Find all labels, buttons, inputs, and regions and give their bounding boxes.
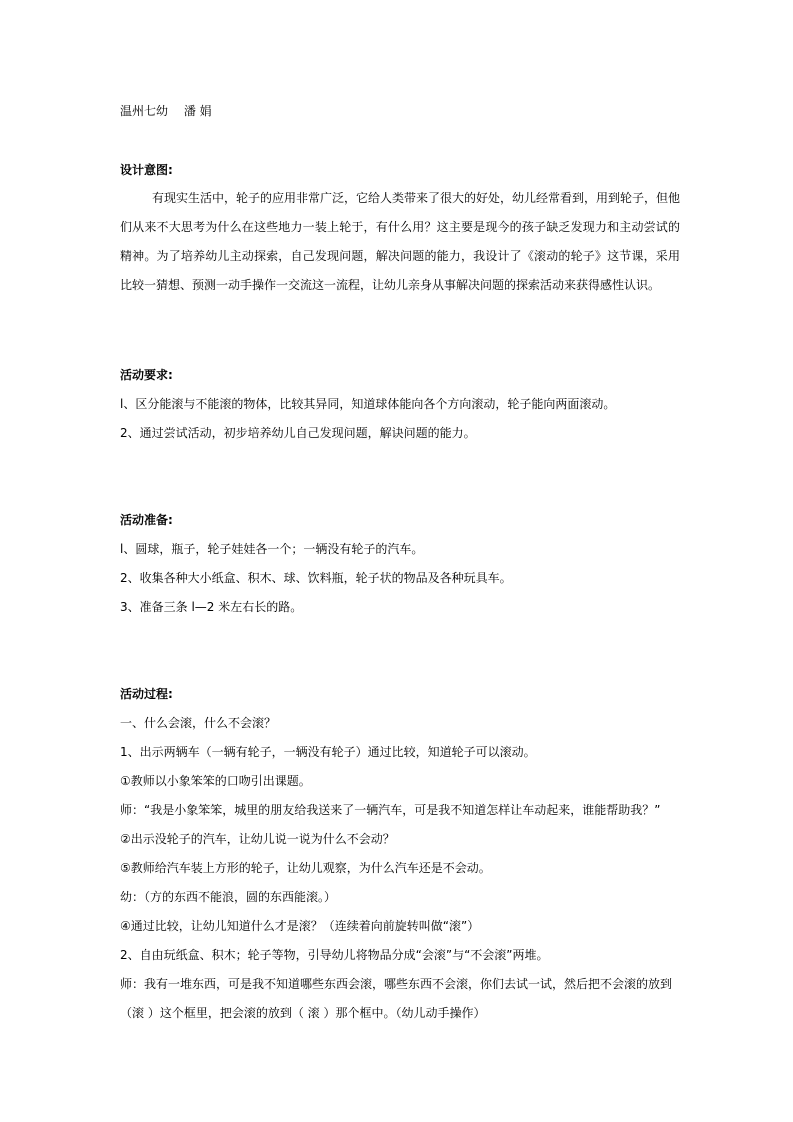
requirement-item-1: l、区分能滚与不能滚的物体，比较其异同，知道球体能向各个方向滚动，轮子能向两面滚动。 [120,397,616,411]
process-line: 幼：（方的东西不能浪，圆的东西能滚。） [120,890,337,904]
requirements-heading: 活动要求: [120,368,173,382]
process-line: 2、自由玩纸盒、积木；轮子等物，引导幼儿将物品分成“会滚”与“不会滚”两堆。 [120,948,549,962]
process-line: ⑤教师给汽车装上方形的轮子，让幼儿观察，为什么汽车还是不会动。 [120,861,491,875]
process-line: ②出示没轮子的汽车，让幼儿说一说为什么不会动？ [120,832,395,846]
process-line: 师：“我是小象笨笨，城里的朋友给我送来了一辆汽车，可是我不知道怎样让车动起来，谁能帮助我？” [120,803,661,817]
preparation-heading: 活动准备: [120,513,173,527]
process-line: （滚 ）这个框里，把会滚的放到（ 滚 ）那个框中。（幼儿动手操作） [120,1006,486,1020]
process-line: 一、什么会滚，什么不会滚？ [120,716,277,730]
design-intent-paragraph: 有现实生活中，轮子的应用非常广泛，它给人类带来了很大的好处，幼儿经常看到，用到轮子，但他们从来不大思考为什么在这些地力一装上轮于，有什么用？这主要是现今的孩子缺乏发现力和主动尝试的精神。为了培养幼儿主动探索，自己发现问题，解决问题的能力，我设计了《滚动的轮子》这节课，采用比较一猜想、预测一动手操作一交流这一流程，让幼儿亲身从事解决问题的探索活动来获得感性认识。 [120,191,681,292]
process-line: 师：我有一堆东西，可是我不知道哪些东西会滚，哪些东西不会滚，你们去试一试，然后把不会滚的放到 [120,977,673,991]
process-heading: 活动过程: [120,687,173,701]
preparation-item-2: 2、收集各种大小纸盒、积木、球、饮料瓶，轮子状的物品及各种玩具车。 [120,571,512,585]
process-line: ①教师以小象笨笨的口吻引出课题。 [120,774,311,788]
process-line: 1、出示两辆车（一辆有轮子，一辆没有轮子）通过比较，知道轮子可以滚动。 [120,745,536,759]
requirement-item-2: 2、通过尝试活动，初步培养幼儿自己发现问题，解诀问题的能力。 [120,426,476,440]
preparation-item-1: l、圆球，瓶子，轮子娃娃各一个；一辆没有轮子的汽车。 [120,542,424,556]
author-line: 温州七幼 潘 娟 [120,104,212,118]
process-line: ④通过比较，让幼儿知道什么才是滚？（连续着向前旋转叫做“滚”） [120,919,480,933]
preparation-item-3: 3、准备三条 l—2 米左右长的路。 [120,600,303,614]
design-intent-heading: 设计意图: [120,163,173,177]
